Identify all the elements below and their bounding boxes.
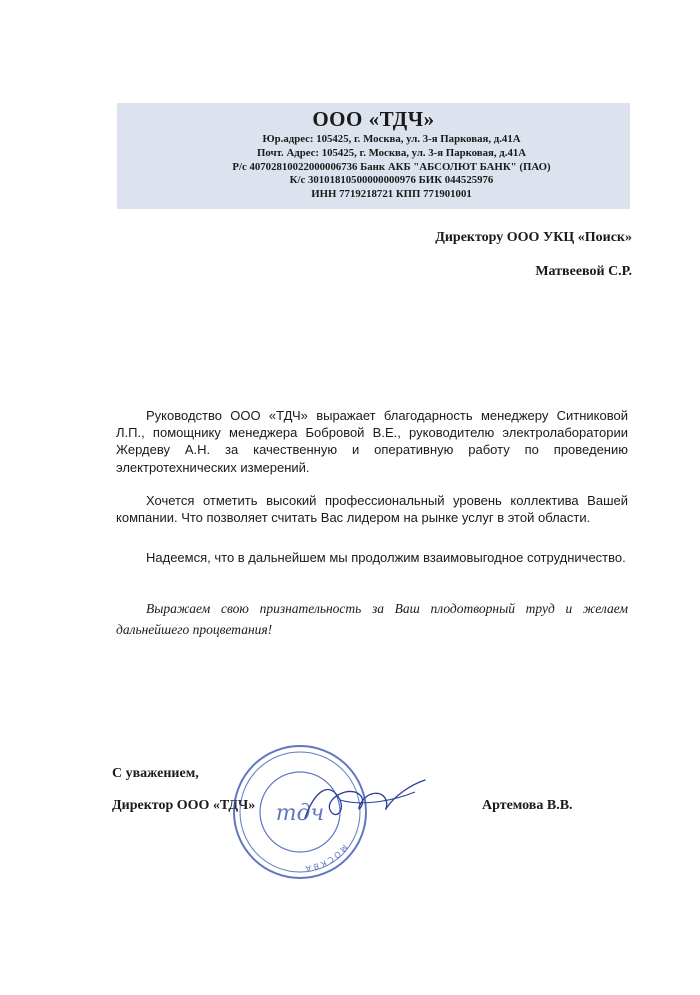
signer-position: Директор ООО «ТДЧ» [112, 798, 256, 813]
stamp-ring-text: МОСКВА [303, 842, 350, 873]
signer-name: Артемова В.В. [482, 798, 573, 813]
letter-paragraph-3: Надеемся, что в дальнейшем мы продолжим взаимовыгодное сотрудничество. [146, 550, 626, 565]
closing-statement: Выражаем свою признательность за Ваш плодотворный труд и желаем дальнейшего процветания! [116, 601, 628, 637]
postal-address: Почт. Адрес: 105425, г. Москва, ул. 3-я Парковая, д.41А [256, 146, 527, 159]
addressee-name: Матвеевой С.Р. [535, 264, 632, 279]
letter-paragraph-2: Хочется отметить высокий профессиональный уровень коллектива Вашей компании. Что позволяет считать Вас лидером на рынке услуг в этой области. [116, 493, 628, 526]
company-name: ООО «ТДЧ» [312, 107, 435, 131]
addressee-title: Директору ООО УКЦ «Поиск» [435, 230, 632, 245]
handwritten-signature [300, 770, 430, 830]
bank-account: Р/с 40702810022000006736 Банк АКБ "АБСОЛЮТ БАНК" (ПАО) [232, 160, 551, 173]
letterhead [117, 103, 630, 209]
correspondent-account: К/с 30101810500000000976 БИК 044525976 [289, 174, 494, 187]
legal-address: Юр.адрес: 105425, г. Москва, ул. 3-я Парковая, д.41А [262, 133, 521, 145]
letter-paragraph-1: Руководство ООО «ТДЧ» выражает благодарность менеджеру Ситниковой Л.П., помощнику менеджера Бобровой В.Е., руководителю электролаборатории Жердеву А.Н. за качественную и оперативную работу по проведению электротехнических измерений. [116, 408, 628, 475]
stamp-center-text: тдч [275, 801, 325, 826]
company-requisites [213, 133, 570, 202]
tax-ids: ИНН 7719218721 КПП 771901001 [311, 188, 472, 201]
svg-text:МОСКВА [303, 843, 349, 873]
regards-line: С уважением, [112, 766, 199, 781]
